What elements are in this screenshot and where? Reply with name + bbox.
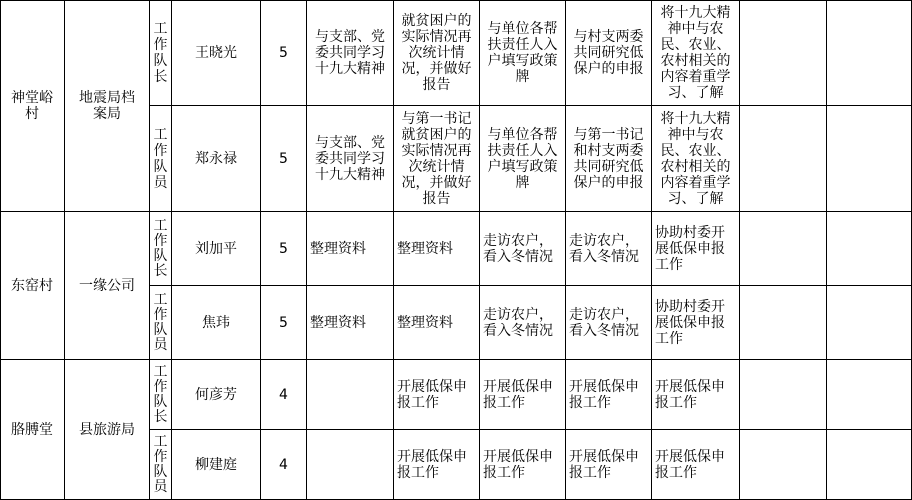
task-cell — [394, 212, 480, 286]
task-cell — [394, 360, 480, 430]
role-label: 工作队长 — [153, 363, 168, 425]
task-cell — [566, 430, 652, 500]
role-cell — [150, 360, 172, 430]
unit-name: 县旅游局 — [79, 421, 135, 438]
member-name: 柳建庭 — [195, 456, 237, 473]
task-cell — [307, 286, 394, 360]
task-text: 整理资料 — [397, 240, 453, 257]
task-text: 与村支两委共同研究低保户的申报 — [573, 28, 644, 77]
name-cell — [172, 106, 261, 212]
empty-cell — [827, 430, 912, 500]
task-text: 与第一书记就贫困户的实际情况再次统计情况，并做好报告 — [401, 110, 472, 207]
unit-cell — [65, 0, 150, 212]
task-text: 开展低保申报工作 — [655, 448, 725, 481]
task-cell — [480, 430, 566, 500]
village-cell — [0, 212, 65, 360]
role-label: 工作队员 — [153, 433, 168, 495]
task-cell — [652, 286, 740, 360]
empty-cell — [740, 212, 827, 286]
task-cell — [307, 360, 394, 430]
member-name: 刘加平 — [195, 240, 237, 257]
task-cell — [566, 360, 652, 430]
unit-cell — [65, 360, 150, 500]
task-cell — [652, 0, 740, 106]
unit-name: 地震局档案局 — [79, 89, 135, 122]
task-text: 走访农户，看入冬情况 — [569, 232, 639, 265]
task-cell — [652, 360, 740, 430]
empty-cell — [827, 0, 912, 106]
task-text: 协助村委开展低保申报工作 — [655, 224, 725, 273]
role-label: 工作队长 — [153, 217, 168, 279]
task-cell — [480, 106, 566, 212]
task-cell — [394, 106, 480, 212]
role-cell — [150, 212, 172, 286]
count-cell — [261, 106, 307, 212]
task-text: 与单位各帮扶责任人入户填写政策牌 — [487, 126, 558, 191]
empty-cell — [740, 106, 827, 212]
count-cell — [261, 212, 307, 286]
village-name: 东窑村 — [11, 277, 53, 294]
name-cell — [172, 430, 261, 500]
empty-cell — [827, 106, 912, 212]
task-text: 走访农户，看入冬情况 — [483, 232, 553, 265]
empty-cell — [740, 286, 827, 360]
member-name: 何彦芳 — [195, 386, 237, 403]
task-text: 开展低保申报工作 — [483, 378, 553, 411]
task-text: 整理资料 — [397, 314, 453, 331]
count-value: 5 — [279, 150, 288, 167]
task-text: 开展低保申报工作 — [655, 378, 725, 411]
task-cell — [566, 212, 652, 286]
task-text: 与单位各帮扶责任人入户填写政策牌 — [487, 20, 558, 85]
task-text: 与支部、党委共同学习十九大精神 — [315, 134, 385, 183]
member-name: 焦玮 — [202, 314, 230, 331]
village-name: 神堂峪村 — [11, 89, 53, 122]
role-cell — [150, 0, 172, 106]
count-value: 4 — [279, 456, 288, 473]
role-cell — [150, 286, 172, 360]
name-cell — [172, 360, 261, 430]
task-text: 与支部、党委共同学习十九大精神 — [315, 28, 385, 77]
village-cell — [0, 360, 65, 500]
count-cell — [261, 286, 307, 360]
empty-cell — [827, 286, 912, 360]
task-cell — [480, 360, 566, 430]
task-cell — [652, 430, 740, 500]
task-text: 整理资料 — [310, 240, 366, 257]
task-cell — [394, 286, 480, 360]
empty-cell — [740, 430, 827, 500]
task-cell — [480, 0, 566, 106]
task-text: 开展低保申报工作 — [569, 448, 639, 481]
empty-cell — [827, 212, 912, 286]
task-cell — [652, 106, 740, 212]
village-cell — [0, 0, 65, 212]
task-text: 与第一书记和村支两委共同研究低保户的申报 — [573, 126, 644, 191]
task-text: 走访农户，看入冬情况 — [483, 306, 553, 339]
task-cell — [394, 430, 480, 500]
task-cell — [652, 212, 740, 286]
role-label: 工作队员 — [153, 291, 168, 353]
task-text: 将十九大精神中与农民、农业、农村相关的内容着重学习、了解 — [660, 110, 731, 207]
count-cell — [261, 360, 307, 430]
empty-cell — [827, 360, 912, 430]
count-value: 5 — [279, 240, 288, 257]
task-cell — [307, 430, 394, 500]
unit-name: 一缘公司 — [79, 277, 135, 294]
task-text: 将十九大精神中与农民、农业、农村相关的内容着重学习、了解 — [660, 4, 731, 101]
count-value: 4 — [279, 386, 288, 403]
count-cell — [261, 0, 307, 106]
member-name: 王晓光 — [195, 44, 237, 61]
role-cell — [150, 106, 172, 212]
task-cell — [307, 106, 394, 212]
task-cell — [480, 286, 566, 360]
empty-cell — [740, 0, 827, 106]
empty-cell — [740, 360, 827, 430]
task-cell — [566, 0, 652, 106]
task-text: 走访农户，看入冬情况 — [569, 306, 639, 339]
count-value: 5 — [279, 44, 288, 61]
task-cell — [480, 212, 566, 286]
task-text: 就贫困户的实际情况再次统计情况，并做好报告 — [401, 12, 472, 93]
role-cell — [150, 430, 172, 500]
name-cell — [172, 286, 261, 360]
member-name: 郑永禄 — [195, 150, 237, 167]
task-cell — [394, 0, 480, 106]
role-label: 工作队员 — [153, 126, 168, 191]
village-name: 胳膊堂 — [11, 421, 53, 438]
count-cell — [261, 430, 307, 500]
task-text: 开展低保申报工作 — [397, 448, 467, 481]
task-cell — [307, 0, 394, 106]
name-cell — [172, 212, 261, 286]
task-text: 协助村委开展低保申报工作 — [655, 298, 725, 347]
name-cell — [172, 0, 261, 106]
task-cell — [566, 106, 652, 212]
task-cell — [307, 212, 394, 286]
task-text: 开展低保申报工作 — [569, 378, 639, 411]
role-label: 工作队长 — [153, 20, 168, 85]
task-text: 整理资料 — [310, 314, 366, 331]
task-text: 开展低保申报工作 — [397, 378, 467, 411]
task-text: 开展低保申报工作 — [483, 448, 553, 481]
count-value: 5 — [279, 314, 288, 331]
unit-cell — [65, 212, 150, 360]
task-cell — [566, 286, 652, 360]
